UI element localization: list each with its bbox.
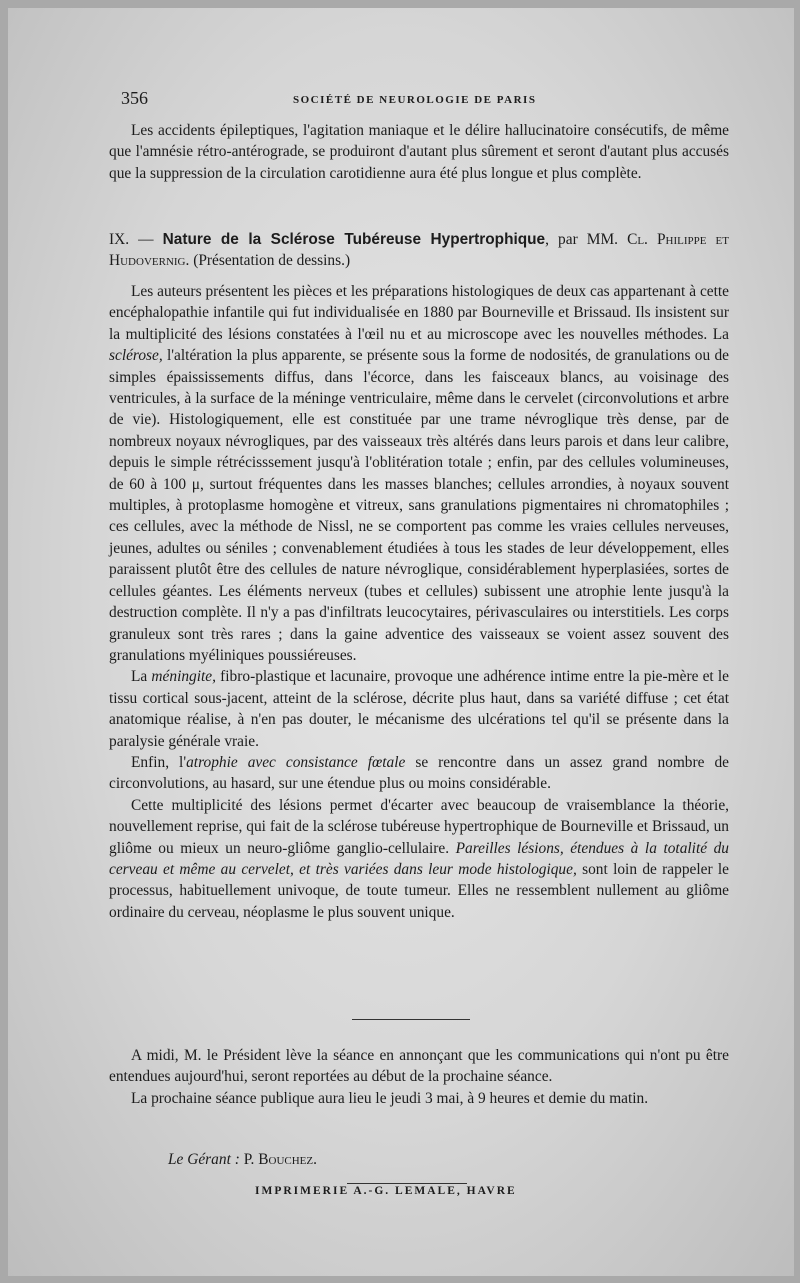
running-head: SOCIÉTÉ DE NEUROLOGIE DE PARIS xyxy=(293,94,537,106)
body-text: Les auteurs présentent les pièces et les préparations histologiques de deux cas appartenant à cette encéphalopathie infantile qui fut individualisée en 1880 par Bourneville et Brissaud. Ils insistent sur la multiplicité des lésions constatées à l'œil nu et au microscope avec les nouvelles méthodes. La xyxy=(109,283,729,343)
printer-imprint: IMPRIMERIE A.-G. LEMALE, HAVRE xyxy=(255,1185,517,1197)
closing-paragraph-1: A midi, M. le Président lève la séance en annonçant que les communications qui n'ont pu être entendues aujourd'hui, seront reportées au début de la prochaine séance. xyxy=(109,1047,729,1086)
closing-paragraph-2: La prochaine séance publique aura lieu le jeudi 3 mai, à 9 heures et demie du matin. xyxy=(131,1089,649,1107)
body-italic: atrophie avec consistance fœtale xyxy=(186,753,406,771)
article-title: Nature de la Sclérose Tubéreuse Hypertrophique xyxy=(162,231,546,248)
body-text: La xyxy=(131,668,152,686)
section-divider xyxy=(352,1019,470,1020)
body-paragraph-2 xyxy=(109,666,729,752)
article-authors: Cl. Philippe et Hudovernig. xyxy=(109,231,729,270)
article-number: IX. — xyxy=(109,231,154,248)
intro-paragraph: Les accidents épileptiques, l'agitation maniaque et le délire hallucinatoire consécutifs, de même que l'amnésie rétro-antérograde, se produiront d'autant plus sûrement et seront d'autant plus accusés que la suppression de la circulation carotidienne aura été plus longue et plus complète. xyxy=(109,122,729,182)
body-text: se rencontre dans un assez grand nombre de circonvolutions, au hasard, sur une étendue plus ou moins considérable. xyxy=(109,753,729,793)
body-text: Enfin, l' xyxy=(131,753,187,771)
body-paragraph-4 xyxy=(109,795,729,923)
signature-name: P. Bouchez. xyxy=(243,1151,317,1168)
signature-label: Le Gérant : xyxy=(168,1151,240,1168)
signature-divider xyxy=(347,1183,467,1184)
body-paragraph-3 xyxy=(109,752,729,795)
page-header xyxy=(121,88,732,112)
body-text: l'altération la plus apparente, se présente sous la forme de nodosités, de granulations ou de simples épaississements diffus, dans l'écorce, dans les faisceaux blancs, au voisinage des ventricules, à la surface de la méninge ventriculaire, même dans le cervelet (circonvolutions et arbre de vie). Histologiquement, elle est constituée par une trame névroglique très dense, par de nombreux noyaux névrogliques, par des vaisseaux très altérés dans leurs parois et dans leur calibre, depuis le simple rétrécisssement jusqu'à l'oblitération totale ; enfin, par des cellules volumineuses, de 60 à 100 μ, surtout fréquentes dans les masses blanches; cellules arrondies, à noyaux souvent multiples, à protoplasme homogène et vitreux, sans granulations pigmentaires ni chromatophiles ; ces cellules, avec la méthode de Nissl, ne se comportent pas comme les vraies cellules nerveuses, jeunes, adultes ou séniles ; convenablement étudiées à tous les stades de leur développement, elles paraissent plutôt être des cellules de nature névroglique, considérablement hyperplasiées, sortes de cellules géantes. Les éléments nerveux (tubes et cellules) subissent une atrophie lente jusqu'à la destruction complète. Il n'y a pas d'infiltrats leucocytaires, périvasculaires ou interstitiels. Les corps granuleux sont très rares ; dans la gaine adventice des vaisseaux se voient assez souvent des granulations myéliniques poussiéreuses. xyxy=(109,347,729,664)
article-heading xyxy=(109,229,729,272)
article-note: (Présentation de dessins.) xyxy=(193,252,351,270)
body-italic: sclérose, xyxy=(109,347,163,365)
body-text: sont loin de rappeler le processus, habituellement univoque, de toute tumeur. Elles ne ressemblent nullement au gliôme ordinaire du cerveau, néoplasme le plus souvent unique. xyxy=(109,860,729,921)
article-body xyxy=(109,281,729,923)
page-number: 356 xyxy=(121,88,148,108)
body-italic: méningite, xyxy=(151,668,216,686)
signature xyxy=(168,1151,317,1169)
article-title-line xyxy=(109,229,729,272)
body-paragraph-1 xyxy=(109,281,729,666)
closing-text xyxy=(109,1045,729,1109)
body-text: Cette multiplicité des lésions permet d'écarter avec beaucoup de vraisemblance la théorie, nouvellement reprise, qui fait de la sclérose tubéreuse hypertrophique de Bourneville et Brissaud, un gliôme ou mieux un neuro-gliôme ganglio-cellulaire. xyxy=(109,796,729,857)
intro-text xyxy=(109,120,729,184)
article-by: , par MM. xyxy=(545,231,618,248)
body-italic: Pareilles lésions, étendues à la totalité du cerveau et même au cervelet, et très variées dans leur mode histologique, xyxy=(109,839,729,878)
body-text: fibro-plastique et lacunaire, provoque une adhérence intime entre la pie-mère et le tissu cortical sous-jacent, atteint de la sclérose, décrite plus haut, dans sa variété diffuse ; cet état anatomique réalise, à n'en pas douter, le mécanisme des ulcérations tel qu'il se présente dans la paralysie générale vraie. xyxy=(109,668,729,750)
